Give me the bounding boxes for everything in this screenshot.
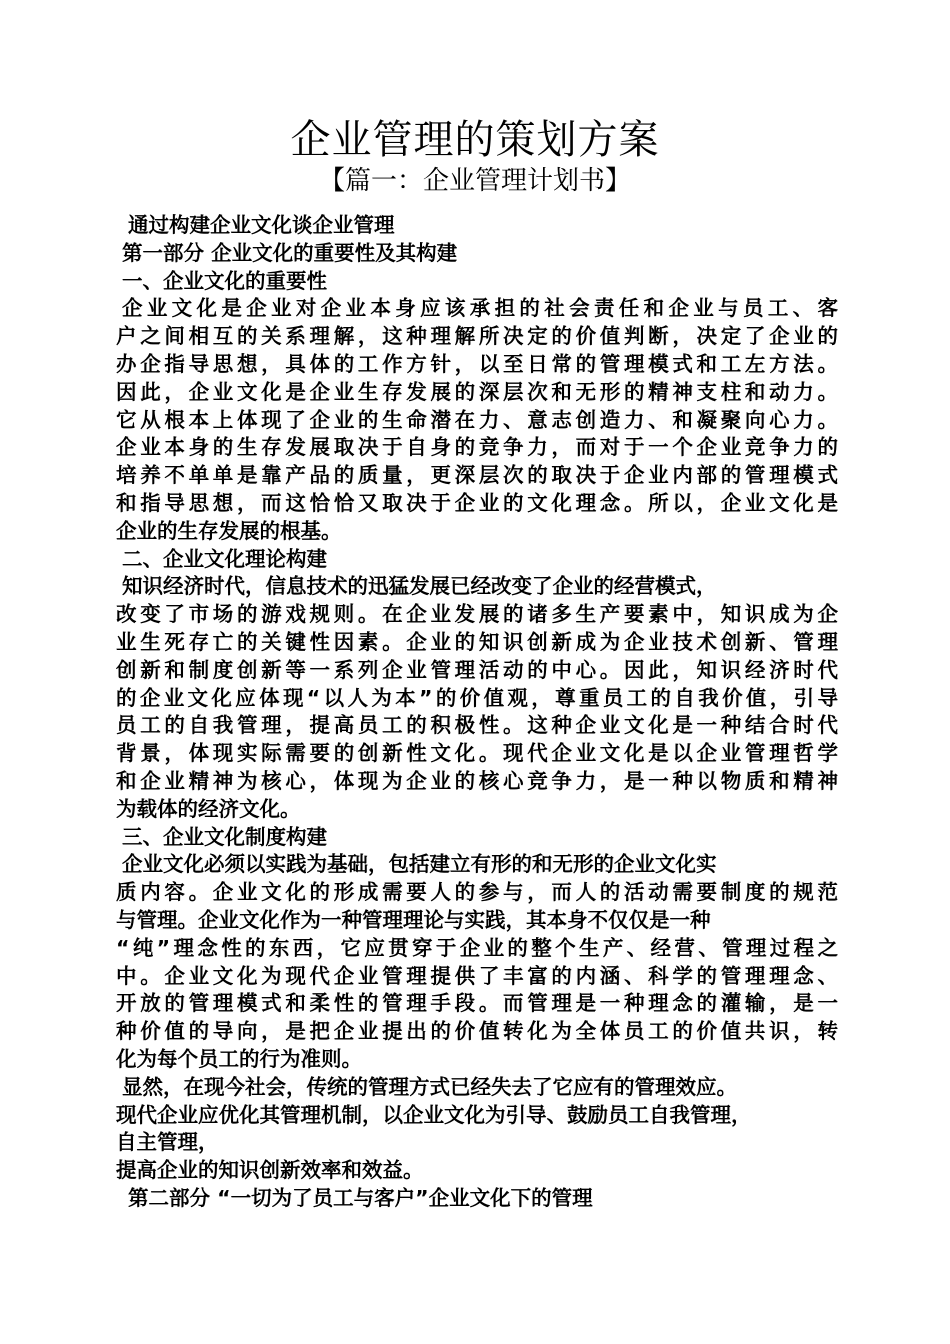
paragraph-line: 因此，企业文化是企业生存发展的深层次和无形的精神支柱和动力。 <box>116 379 838 404</box>
paragraph-line: 办企指导思想，具体的工作方针，以至日常的管理模式和工左方法。 <box>116 351 838 376</box>
paragraph-line: 企业文化是企业对企业本身应该承担的社会责任和企业与员工、客 <box>122 296 838 321</box>
paragraph-line: 改变了市场的游戏规则。在企业发展的诸多生产要素中，知识成为企 <box>116 602 838 627</box>
paragraph-line: 为载体的经济文化。 <box>116 796 301 821</box>
paragraph-line: 企业本身的生存发展取决于自身的竞争力，而对于一个企业竞争力的 <box>116 435 838 460</box>
paragraph-line: 显然，在现今社会，传统的管理方式已经失去了它应有的管理效应。 <box>122 1074 737 1099</box>
paragraph-line: 和企业精神为核心，体现为企业的核心竞争力，是一种以物质和精神 <box>116 768 838 793</box>
paragraph-line: 和指导思想，而这恰恰又取决于企业的文化理念。所以，企业文化是 <box>116 490 838 515</box>
paragraph-line: 业生死存亡的关键性因素。企业的知识创新成为企业技术创新、管理 <box>116 629 838 654</box>
paragraph-line: 化为每个员工的行为准则。 <box>116 1046 362 1071</box>
paragraph-line: 开放的管理模式和柔性的管理手段。而管理是一种理念的灌输，是一 <box>116 991 838 1016</box>
paragraph-line: 提高企业的知识创新效率和效益。 <box>116 1158 424 1183</box>
subsection-heading: 三、企业文化制度构建 <box>122 824 327 849</box>
paragraph-line: 创新和制度创新等一系列企业管理活动的中心。因此，知识经济时代 <box>116 657 838 682</box>
paragraph-line: “纯”理念性的东西，它应贯穿于企业的整个生产、经营、管理过程之 <box>116 935 838 960</box>
paragraph-line: 现代企业应优化其管理机制，以企业文化为引导、鼓励员工自我管理， <box>116 1102 752 1127</box>
subsection-heading: 一、企业文化的重要性 <box>122 268 327 293</box>
paragraph-line: 质内容。企业文化的形成需要人的参与，而人的活动需要制度的规范 <box>116 880 838 905</box>
document-subtitle: 【篇一：企业管理计划书】 <box>318 166 631 196</box>
paragraph-line: 户之间相互的关系理解，这种理解所决定的价值判断，决定了企业的 <box>116 324 838 349</box>
paragraph-line: 与管理。企业文化作为一种管理理论与实践，其本身不仅仅是一种 <box>116 907 711 932</box>
paragraph-line: 企业文化必须以实践为基础，包括建立有形的和无形的企业文化实 <box>122 852 717 877</box>
paragraph-line: 背景，体现实际需要的创新性文化。现代企业文化是以企业管理哲学 <box>116 741 838 766</box>
paragraph-line: 种价值的导向，是把企业提出的价值转化为全体员工的价值共识，转 <box>116 1019 838 1044</box>
document-title: 企业管理的策划方案 <box>290 117 660 163</box>
paragraph-line: 的企业文化应体现“以人为本”的价值观，尊重员工的自我价值，引导 <box>116 685 838 710</box>
document-body <box>116 212 838 1213</box>
paragraph-line: 自主管理， <box>116 1130 219 1155</box>
part-heading: 第一部分 企业文化的重要性及其构建 <box>122 240 458 265</box>
subsection-heading: 二、企业文化理论构建 <box>122 546 327 571</box>
paragraph-line: 中。企业文化为现代企业管理提供了丰富的内涵、科学的管理理念、 <box>116 963 838 988</box>
part-heading: 第二部分 “一切为了员工与客户”企业文化下的管理 <box>128 1185 593 1210</box>
paragraph-line: 培养不单单是靠产品的质量，更深层次的取决于企业内部的管理模式 <box>116 463 838 488</box>
paragraph-line: 它从根本上体现了企业的生命潜在力、意志创造力、和凝聚向心力。 <box>116 407 838 432</box>
paragraph-line: 企业的生存发展的根基。 <box>116 518 342 543</box>
section-heading: 通过构建企业文化谈企业管理 <box>128 213 395 237</box>
paragraph-line: 知识经济时代，信息技术的迅猛发展已经改变了企业的经营模式， <box>122 574 717 599</box>
paragraph-line: 员工的自我管理，提高员工的积极性。这种企业文化是一种结合时代 <box>116 713 838 738</box>
